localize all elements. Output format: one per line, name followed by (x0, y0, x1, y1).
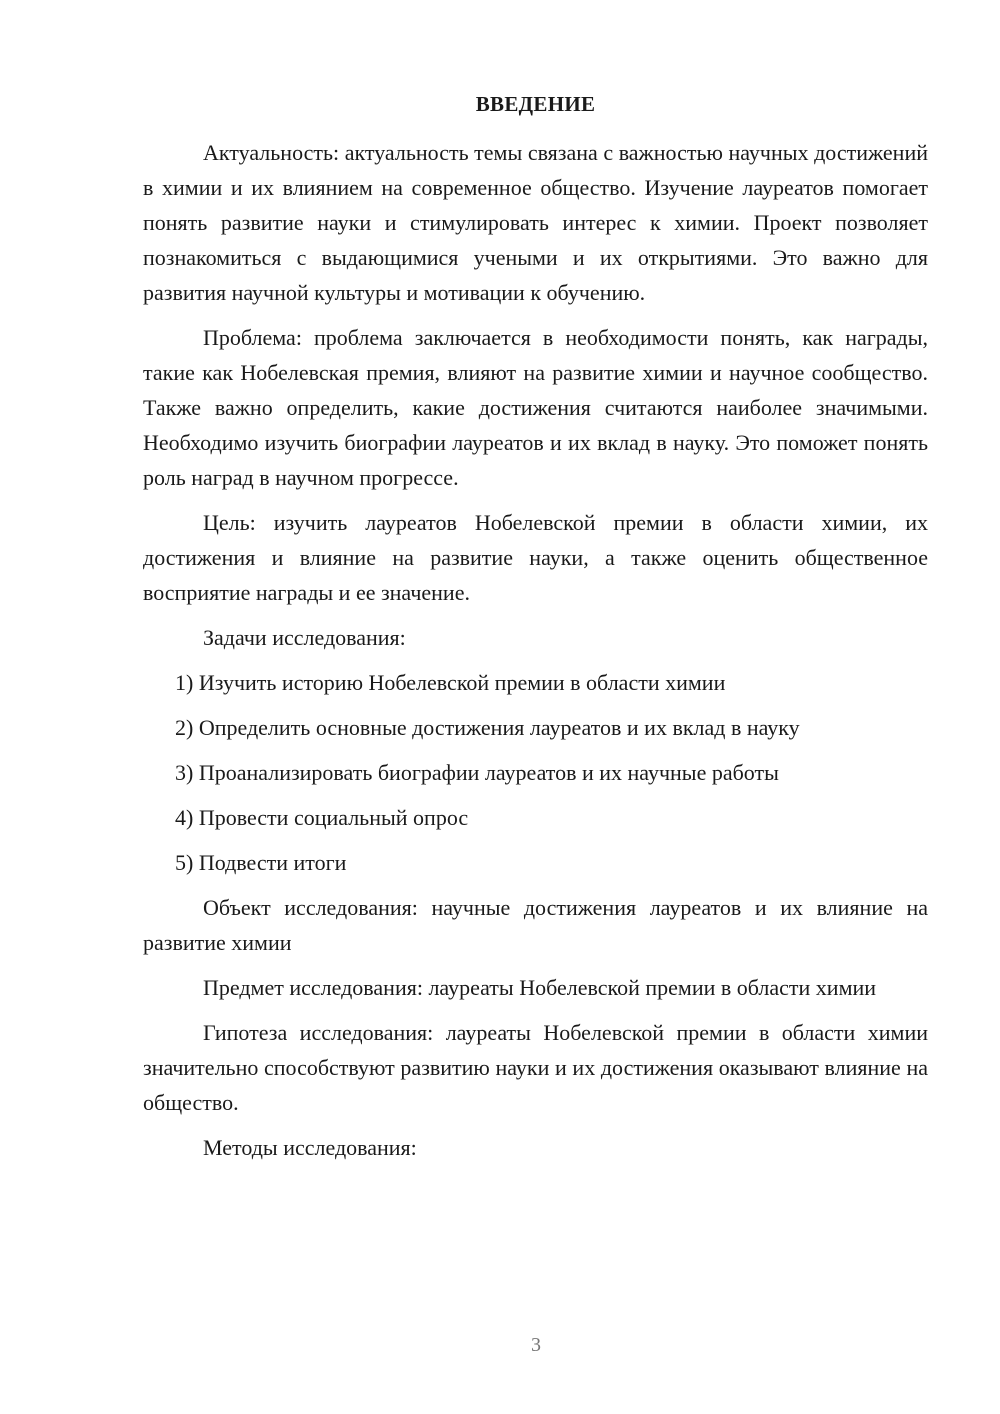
document-page (143, 92, 928, 1175)
paragraph-subject: Предмет исследования: лауреаты Нобелевской премии в области химии (203, 975, 877, 1000)
tasks-list (143, 665, 928, 880)
paragraph-relevance: Актуальность: актуальность темы связана с важностью научных достижений в химии и их влиянием на современное общество. Изучение лауреатов помогает понять развитие науки и стимулировать интерес к химии. Проект позволяет познакомиться с выдающимися учеными и их открытиями. Это важно для развития научной культуры и мотивации к обучению. (143, 140, 928, 305)
section-heading: ВВЕДЕНИЕ (475, 92, 596, 116)
list-item: 1) Изучить историю Нобелевской премии в области химии (175, 670, 726, 695)
paragraph-object: Объект исследования: научные достижения лауреатов и их влияние на развитие химии (143, 895, 928, 955)
paragraph-problem: Проблема: проблема заключается в необходимости понять, как награды, такие как Нобелевская премия, влияют на развитие химии и научное сообщество. Также важно определить, какие достижения считаются наиболее значимыми. Необходимо изучить биографии лауреатов и их вклад в науку. Это поможет понять роль наград в научном прогрессе. (143, 325, 928, 490)
list-item: 5) Подвести итоги (175, 850, 347, 875)
list-item: 4) Провести социальный опрос (175, 805, 469, 830)
methods-heading: Методы исследования: (203, 1135, 417, 1160)
list-item: 2) Определить основные достижения лауреатов и их вклад в науку (175, 715, 800, 740)
paragraph-goal: Цель: изучить лауреатов Нобелевской премии в области химии, их достижения и влияние на развитие науки, а также оценить общественное восприятие награды и ее значение. (143, 510, 928, 605)
page-number: 3 (531, 1334, 541, 1356)
tasks-heading: Задачи исследования: (203, 625, 406, 650)
paragraph-hypothesis: Гипотеза исследования: лауреаты Нобелевской премии в области химии значительно способствуют развитию науки и их достижения оказывают влияние на общество. (143, 1020, 928, 1115)
list-item: 3) Проанализировать биографии лауреатов и их научные работы (175, 760, 779, 785)
